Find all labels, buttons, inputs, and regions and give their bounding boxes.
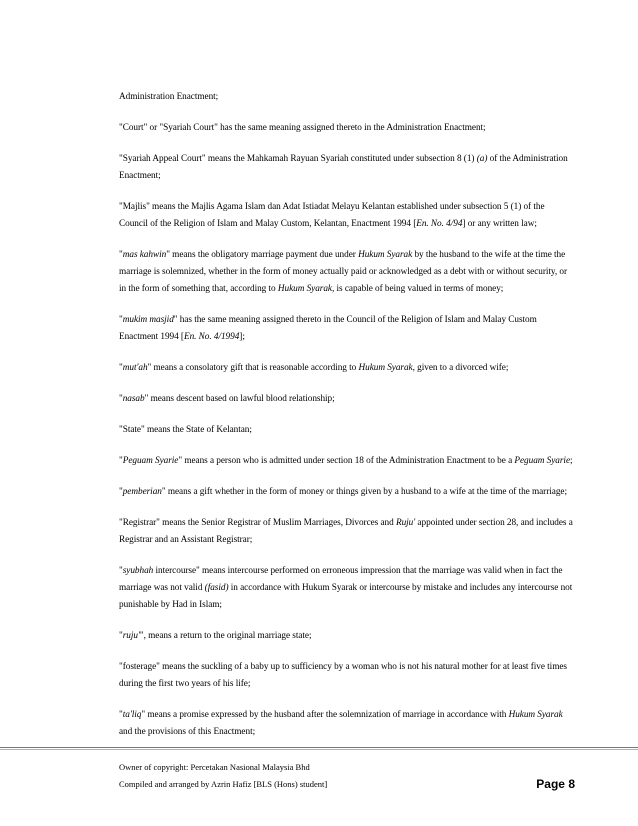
document-body xyxy=(119,89,573,755)
text-run: given to a divorced wife; xyxy=(414,363,509,373)
text-run: " xyxy=(119,394,123,404)
text-run: ]; xyxy=(239,332,245,342)
definition-paragraph xyxy=(119,563,573,614)
text-run: " means a promise expressed by the husband after the solemnization of marriage in accordance with xyxy=(141,710,509,720)
italic-text-run: Hukum Syarak, xyxy=(277,284,335,294)
italic-text-run: Peguam Syarie xyxy=(122,456,179,466)
italic-text-run: syubhah xyxy=(122,566,154,576)
text-run: " has the same meaning assigned thereto in the Council of the Religion of Islam and Malay Custom Enactment 1994 [ xyxy=(119,315,537,342)
text-run: " xyxy=(119,363,123,373)
footer-copyright: Owner of copyright: Percetakan Nasional Malaysia Bhd xyxy=(119,762,310,772)
text-run: " xyxy=(119,250,123,260)
footer-compiled-by: Compiled and arranged by Azrin Hafiz [BLS (Hons) student] xyxy=(119,779,328,789)
definition-paragraph xyxy=(119,391,573,408)
text-run: " xyxy=(119,487,123,497)
text-run: " means a person who is admitted under section 18 of the Administration Enactment to be a xyxy=(178,456,515,466)
text-run: " means descent based on lawful blood relationship; xyxy=(144,394,335,404)
italic-text-run: En. No. 4/1994 xyxy=(183,332,240,342)
italic-text-run: mukim masjid xyxy=(122,315,174,325)
definition-paragraph xyxy=(119,453,573,470)
text-run: Administration Enactment; xyxy=(119,92,219,102)
text-run: ", means a return to the original marriage state; xyxy=(139,631,312,641)
text-run: is capable of being valued in terms of money; xyxy=(334,284,504,294)
text-run: " means the obligatory marriage payment due under xyxy=(166,250,359,260)
definition-paragraph xyxy=(119,515,573,549)
italic-text-run: pemberian xyxy=(122,487,162,497)
definition-paragraph xyxy=(119,247,573,298)
text-run: " xyxy=(119,631,123,641)
italic-text-run: En. No. 4/94 xyxy=(416,219,463,229)
italic-text-run: mut'ah xyxy=(122,363,148,373)
definition-paragraph xyxy=(119,199,573,233)
text-run: " means a gift whether in the form of money or things given by a husband to a wife at the time of the marriage; xyxy=(161,487,567,497)
page-number: Page 8 xyxy=(536,777,575,791)
text-run: "Syariah Appeal Court" means the Mahkamah Rayuan Syariah constituted under subsection 8 (1) xyxy=(119,154,477,164)
definition-paragraph xyxy=(119,659,573,693)
text-run: ] or any written law; xyxy=(462,219,537,229)
italic-text-run: ruju' xyxy=(122,631,140,641)
footer-rule-secondary xyxy=(0,749,638,750)
text-run: " means a consolatory gift that is reasonable according to xyxy=(147,363,359,373)
footer-rule xyxy=(0,747,638,748)
text-run: intercourse" means intercourse performed on erroneous impression that the marriage was valid when in fact the marriage was not valid xyxy=(119,566,563,593)
italic-text-run: mas kahwin xyxy=(122,250,167,260)
text-run: and the provisions of this Enactment; xyxy=(119,727,256,737)
definition-paragraph xyxy=(119,484,573,501)
text-run: " xyxy=(119,710,123,720)
text-run: of the Administration Enactment; xyxy=(119,154,568,181)
text-run: "Registrar" means the Senior Registrar of Muslim Marriages, Divorces and xyxy=(119,518,396,528)
text-run: "Court" or "Syariah Court" has the same meaning assigned thereto in the Administration Enactment; xyxy=(119,123,486,133)
text-run: "State" means the State of Kelantan; xyxy=(119,425,252,435)
definition-paragraph xyxy=(119,360,573,377)
italic-text-run: Hukum Syarak xyxy=(508,710,563,720)
italic-text-run: Peguam Syarie xyxy=(514,456,571,466)
text-run: by the husband to the wife at the time the marriage is solemnized, whether in the form of money actually paid or acknowledged as a debt with or without security, or in the form of something that, according to xyxy=(119,250,568,294)
text-run: in accordance with Hukum Syarak or intercourse by mistake and includes any intercourse not punishable by Had in Islam; xyxy=(119,583,573,610)
text-run: "fosterage" means the suckling of a baby up to sufficiency by a woman who is not his natural mother for at least five times during the first two years of his life; xyxy=(119,662,567,689)
text-run: " xyxy=(119,315,123,325)
definition-paragraph xyxy=(119,628,573,645)
text-run: appointed under section 28, and includes a Registrar and an Assistant Registrar; xyxy=(119,518,573,545)
page-footer xyxy=(119,759,575,793)
definition-paragraph xyxy=(119,120,573,137)
italic-text-run: ta'liq xyxy=(122,710,142,720)
definition-paragraph xyxy=(119,707,573,741)
definition-paragraph xyxy=(119,151,573,185)
italic-text-run: (fasid) xyxy=(204,583,229,593)
italic-text-run: Hukum Syarak, xyxy=(358,363,415,373)
text-run: " xyxy=(119,566,123,576)
italic-text-run: Ruju' xyxy=(395,518,416,528)
text-run: "Majlis" means the Majlis Agama Islam dan Adat Istiadat Melayu Kelantan established under subsection 5 (1) of the Council of the Religion of Islam and Malay Custom, Kelantan, Enactment 1994 [ xyxy=(119,202,545,229)
text-run: " xyxy=(119,456,123,466)
definition-paragraph xyxy=(119,422,573,439)
italic-text-run: Hukum Syarak xyxy=(358,250,413,260)
text-run: ; xyxy=(570,456,573,466)
definition-paragraph xyxy=(119,89,573,106)
italic-text-run: (a) xyxy=(476,154,488,164)
italic-text-run: nasab xyxy=(122,394,145,404)
definition-paragraph xyxy=(119,312,573,346)
